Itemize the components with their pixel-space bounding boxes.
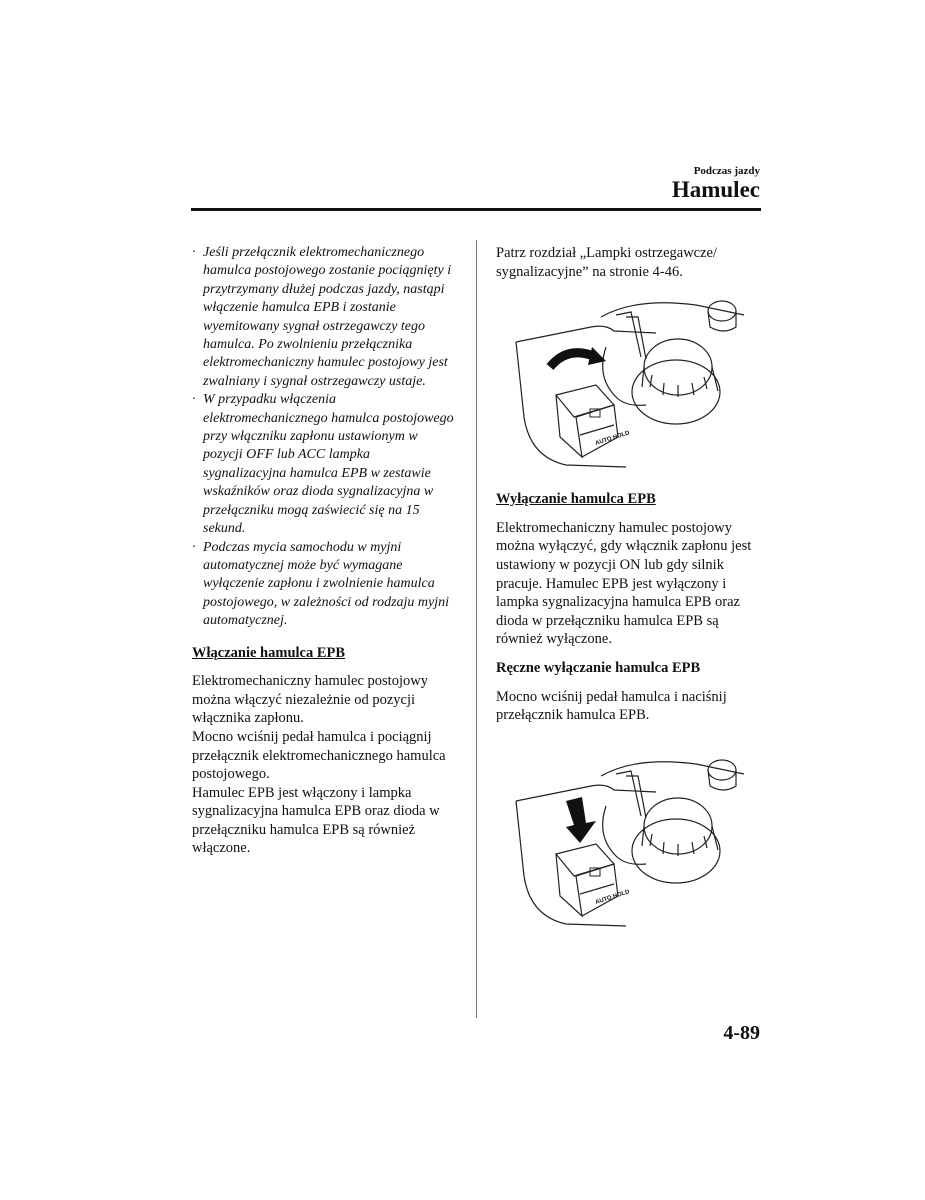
manual-release-heading: Ręczne wyłączanie hamulca EPB (496, 659, 701, 676)
bullet: · (192, 392, 196, 408)
note-item (192, 391, 454, 538)
note-text: Podczas mycia samochodu w myjni automatycznej może być wymagane wyłączenie zapłonu i zwolnienie hamulca postojowego, w zależności od rodzaju myjni automatycznej. (203, 539, 450, 629)
engage-paragraph: Elektromechaniczny hamulec postojowy można włączyć niezależnie od pozycji włącznika zapłonu. (192, 673, 428, 727)
auto-hold-label: AUTO HOLD (594, 430, 631, 448)
note-item (192, 539, 454, 631)
release-paragraph: Elektromechaniczny hamulec postojowy można wyłączyć, gdy włącznik zapłonu jest ustawiony w pozycji ON lub gdy silnik pracuje. Hamulec EPB jest wyłączony i lampka sygnalizacyjna hamulca EPB oraz dioda w przełączniku hamulca EPB są również wyłączone. (496, 519, 752, 648)
figure-push-switch (496, 731, 746, 931)
note-text: Jeśli przełącznik elektromechanicznego hamulca postojowego zostanie pociągnięty i przytrzymany dłużej podczas jazdy, nastąpi włączenie hamulca EPB i zostanie wyemitowany sygnał ostrzegawczy tego hamulca. Po zwolnieniu przełącznika elektromechaniczny hamulec postojowy jest zwalniany i sygnał ostrzegawczy ustaje. (203, 245, 452, 389)
auto-hold-label: AUTO HOLD (594, 888, 631, 906)
page-number: 4-89 (723, 1022, 760, 1044)
figure-pull-switch (496, 287, 746, 477)
column-divider (476, 240, 477, 1018)
note-text: W przypadku włączenia elektromechanicznego hamulca postojowego przy włączniku zapłonu ustawionym w pozycji OFF lub ACC lampka sygnalizacyjna hamulca EPB w zestawie wskaźników oraz dioda sygnalizacyjna w przełączniku mogą zaświecić się na 15 sekund. (203, 392, 454, 537)
engage-paragraph: Mocno wciśnij pedał hamulca i pociągnij przełącznik elektromechanicznego hamulca postojowego. (192, 728, 446, 783)
intro-paragraph: Patrz rozdział „Lampki ostrzegawcze/ sygnalizacyjne” na stronie 4-46. (496, 245, 718, 280)
engage-paragraph: Hamulec EPB jest włączony i lampka sygnalizacyjna hamulca EPB oraz dioda w przełączniku hamulca EPB są również włączone. (192, 784, 440, 857)
bullet: · (192, 539, 196, 555)
manual-release-paragraph: Mocno wciśnij pedał hamulca i naciśnij przełącznik hamulca EPB. (496, 688, 727, 724)
right-column (496, 244, 762, 931)
header-rule (191, 208, 761, 211)
section-title: Podczas jazdy (693, 165, 760, 177)
release-heading: Wyłączanie hamulca EPB (496, 491, 656, 508)
engage-heading: Włączanie hamulca EPB (192, 644, 346, 661)
note-item (192, 244, 454, 391)
note-list (192, 244, 454, 631)
page-title: Hamulec (671, 177, 760, 202)
left-column (192, 244, 454, 858)
bullet: · (192, 245, 196, 260)
